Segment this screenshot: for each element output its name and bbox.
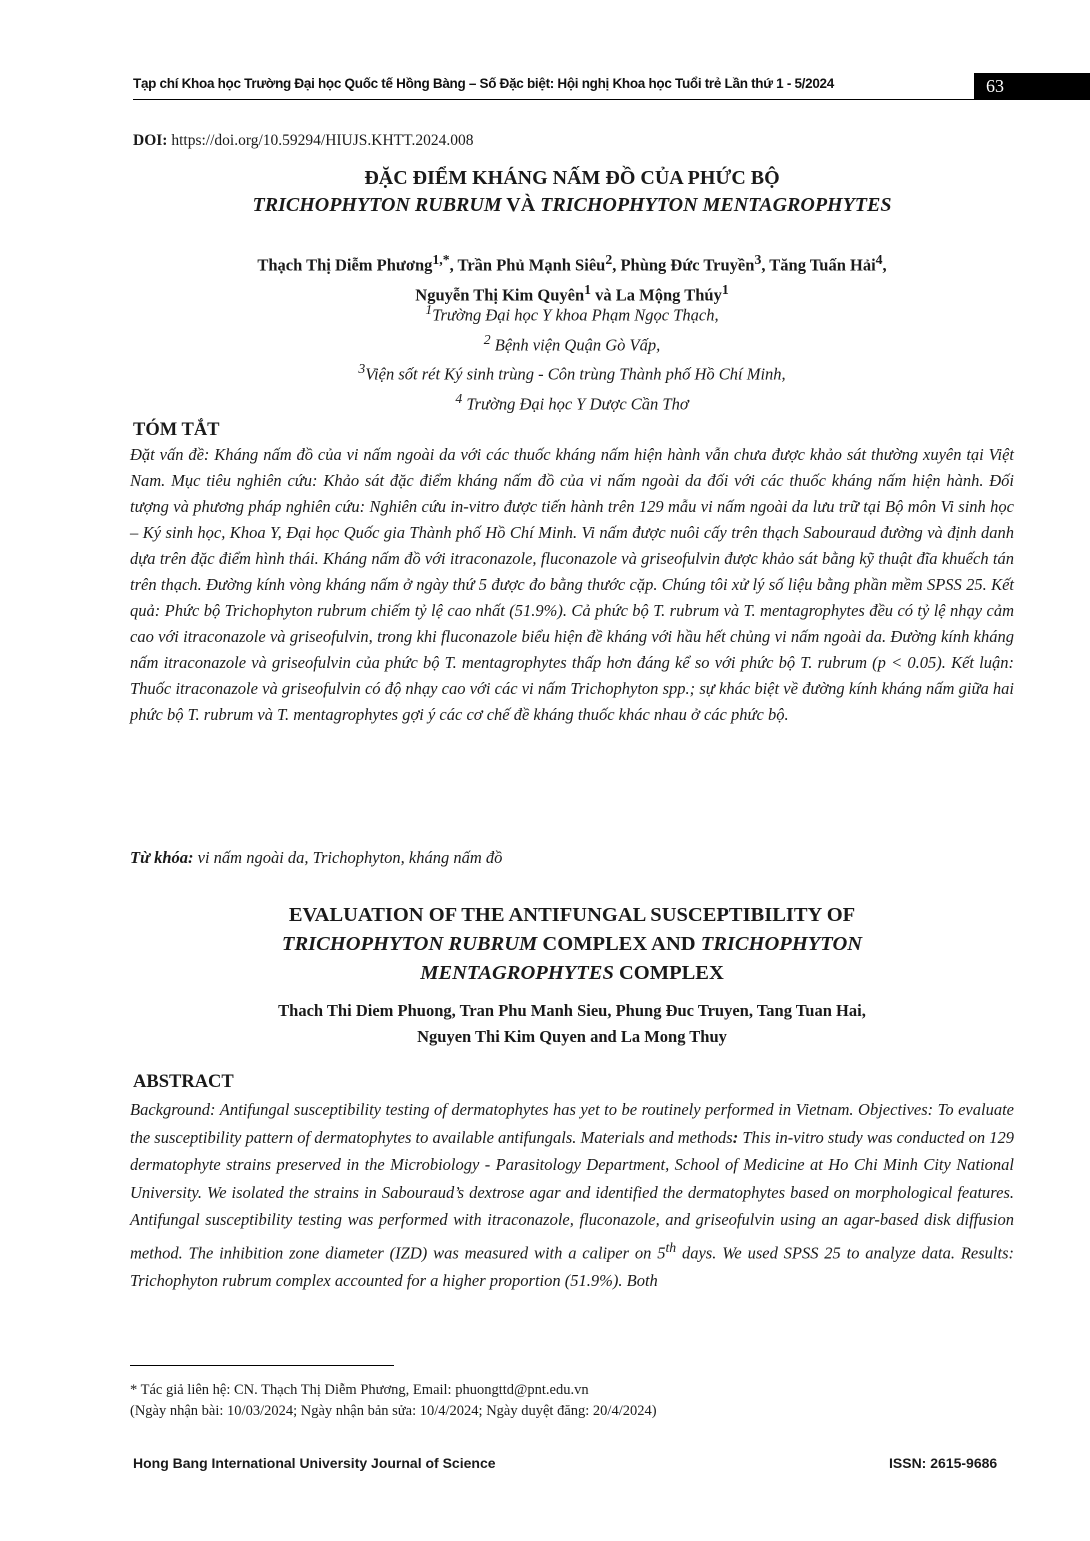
- author-2-sup: 2: [605, 252, 613, 267]
- doi-line: [133, 132, 473, 150]
- author-2: , Trần Phủ Mạnh Siêu: [449, 255, 606, 275]
- author-5-sup: 1: [584, 281, 592, 297]
- footnote: [130, 1380, 657, 1422]
- affiliation-3-sup: 3: [358, 361, 366, 376]
- abstract-part2: This in-vitro study was conducted on 129 dermatophyte strains preserved in the Microbiology - Parasitology Department, School of Medicine at Ho Chi Minh City National University. We isolated the strains in Sabouraud’s dextrose agar and identified the dermatophytes based on morphological features. Antifungal susceptibility testing was performed with itraconazole, fluconazole, and griseofulvin using an agar-based disk diffusion method. The inhibition zone diameter (IZD) was measured with a caliper on 5: [130, 1127, 1014, 1263]
- author-5: Nguyễn Thị Kim Quyên: [415, 285, 585, 304]
- header-rule: [133, 99, 1090, 100]
- en-title-species1: TRICHOPHYTON RUBRUM: [281, 933, 538, 955]
- abstract-body: [130, 1096, 1014, 1295]
- footer-issn: ISSN: 2615-9686: [889, 1455, 998, 1471]
- en-title-species2a: TRICHOPHYTON: [700, 933, 863, 955]
- author-1-sup: 1,*: [432, 252, 450, 267]
- author-4-comma: ,: [882, 255, 887, 275]
- affiliation-3-text: Viện sốt rét Ký sinh trùng - Côn trùng Thành phố Hồ Chí Minh,: [365, 364, 786, 384]
- footnote-dates: (Ngày nhận bài: 10/03/2024; Ngày nhận bản sửa: 10/4/2024; Ngày duyệt đăng: 20/4/2024): [130, 1403, 657, 1419]
- authors-en: [130, 998, 1014, 1050]
- abstract-colon: :: [732, 1127, 739, 1147]
- vn-title-conj: VÀ: [501, 194, 541, 216]
- vn-title-line2: [130, 192, 1014, 219]
- affiliation-4: [130, 387, 1014, 417]
- affiliation-1-sup: 1: [425, 302, 433, 317]
- vn-title: [130, 165, 1014, 219]
- tom-tat-body: Đặt vấn đề: Kháng nấm đồ của vi nấm ngoài da với các thuốc kháng nấm hiện hành vẫn chưa được khảo sát thường xuyên tại Việt Nam. Mục tiêu nghiên cứu: Khảo sát đặc điểm kháng nấm đồ của vi nấm ngoài da đối với các thuốc kháng nấm hiện hành. Đối tượng và phương pháp nghiên cứu: Nghiên cứu in-vitro được tiến hành trên 129 mẫu vi nấm ngoài da lưu trữ tại Bộ môn Vi sinh học – Ký sinh học, Khoa Y, Đại học Quốc gia Thành phố Hồ Chí Minh. Vi nấm được nuôi cấy trên thạch Sabouraud đường và định danh dựa trên đặc điểm hình thái. Kháng nấm đồ với itraconazole, fluconazole và griseofulvin được khảo sát bằng kỹ thuật đĩa khuếch tán trên thạch. Đường kính vòng kháng nấm ở ngày thứ 5 được đo bằng thước cặp. Chúng tôi xử lý số liệu bằng phần mềm SPSS 25. Kết quả: Phức bộ Trichophyton rubrum chiếm tỷ lệ cao nhất (51.9%). Cả phức bộ T. rubrum và T. mentagrophytes đều có tỷ lệ nhạy cảm cao với itraconazole và griseofulvin, trong khi fluconazole biểu hiện đề kháng với hầu hết chủng vi nấm ngoài da. Đường kính kháng nấm itraconazole và griseofulvin của phức bộ T. mentagrophytes thấp hơn đáng kể so với phức bộ T. rubrum (p < 0.05). Kết luận: Thuốc itraconazole và griseofulvin có độ nhạy cao với các vi nấm Trichophyton spp.; sự khác biệt về đường kính kháng nấm giữa hai phức bộ T. rubrum và T. mentagrophytes gợi ý các cơ chế đề kháng thuốc khác nhau ở các phức bộ.: [130, 445, 1014, 724]
- author-1: Thạch Thị Diễm Phương: [257, 255, 433, 275]
- page-number: 63: [974, 73, 1090, 99]
- authors-en-line2: Nguyen Thi Kim Quyen and La Mong Thuy: [417, 1027, 727, 1046]
- keywords-label: Từ khóa:: [130, 848, 194, 867]
- en-title-species2b: MENTAGROPHYTES: [420, 962, 614, 984]
- affiliation-3: [130, 357, 1014, 387]
- author-3-sup: 3: [754, 252, 762, 267]
- vn-title-species2: TRICHOPHYTON MENTAGROPHYTES: [540, 194, 892, 216]
- footnote-rule: [130, 1365, 394, 1366]
- en-title-line1: EVALUATION OF THE ANTIFUNGAL SUSCEPTIBILITY OF: [288, 904, 856, 926]
- authors-en-line1: Thach Thi Diem Phuong, Tran Phu Manh Sieu, Phung Đuc Truyen, Tang Tuan Hai,: [278, 1001, 866, 1020]
- affiliation-2-text: Bệnh viện Quận Gò Vấp,: [490, 335, 661, 354]
- author-6-sup: 1: [721, 281, 729, 297]
- affiliation-1-text: Trường Đại học Y khoa Phạm Ngọc Thạch,: [432, 305, 719, 325]
- author-4-sup: 4: [875, 252, 883, 267]
- abstract-part3: days. We used SPSS 25 to analyze data. Results: Trichophyton rubrum complex accounted for a higher proportion (51.9%). Both: [130, 1243, 1014, 1291]
- abstract-part1: Background: Antifungal susceptibility testing of dermatophytes has yet to be routinely performed in Vietnam. Objectives: To evaluate the susceptibility pattern of dermatophytes to available antifungals. Materials and methods: [130, 1100, 1014, 1147]
- doi-link[interactable]: https://doi.org/10.59294/HIUJS.KHTT.2024.008: [171, 132, 474, 149]
- vn-title-species1: TRICHOPHYTON RUBRUM: [252, 194, 502, 216]
- tom-tat-heading: TÓM TẮT: [133, 420, 220, 440]
- keywords: [130, 848, 502, 868]
- affiliation-1: [130, 298, 1014, 328]
- en-title-end: COMPLEX: [613, 962, 724, 984]
- authors-line1: [130, 248, 1014, 278]
- affiliation-2-sup: 2: [483, 331, 491, 347]
- en-title-line3: [130, 959, 1014, 988]
- vn-title-line1: ĐẶC ĐIỂM KHÁNG NẤM ĐỒ CỦA PHỨC BỘ: [364, 167, 780, 189]
- affiliations: [130, 298, 1014, 416]
- en-title-line2: [130, 930, 1014, 959]
- author-6: và La Mộng Thúy: [591, 285, 722, 304]
- affiliation-2: [130, 328, 1014, 358]
- affiliation-4-sup: 4: [455, 390, 463, 406]
- abstract-heading: ABSTRACT: [133, 1072, 234, 1092]
- en-title: [130, 901, 1014, 988]
- keywords-value: vi nấm ngoài da, Trichophyton, kháng nấm đồ: [193, 848, 503, 867]
- doi-label: DOI:: [133, 132, 168, 149]
- affiliation-4-text: Trường Đại học Y Dược Cần Thơ: [462, 394, 689, 413]
- footnote-contact: * Tác giả liên hệ: CN. Thạch Thị Diễm Phương, Email: phuongttd@pnt.edu.vn: [130, 1382, 589, 1398]
- footer-journal: Hong Bang International University Journal of Science: [133, 1455, 496, 1471]
- en-title-mid: COMPLEX AND: [537, 933, 701, 955]
- author-3: , Phùng Đức Truyền: [612, 255, 755, 275]
- author-4: , Tăng Tuấn Hải: [761, 255, 876, 275]
- journal-header: Tạp chí Khoa học Trường Đại học Quốc tế Hồng Bàng – Số Đặc biệt: Hội nghị Khoa học Tuổi trẻ Lần thứ 1 - 5/2024: [133, 76, 834, 91]
- abstract-sup: th: [665, 1239, 677, 1255]
